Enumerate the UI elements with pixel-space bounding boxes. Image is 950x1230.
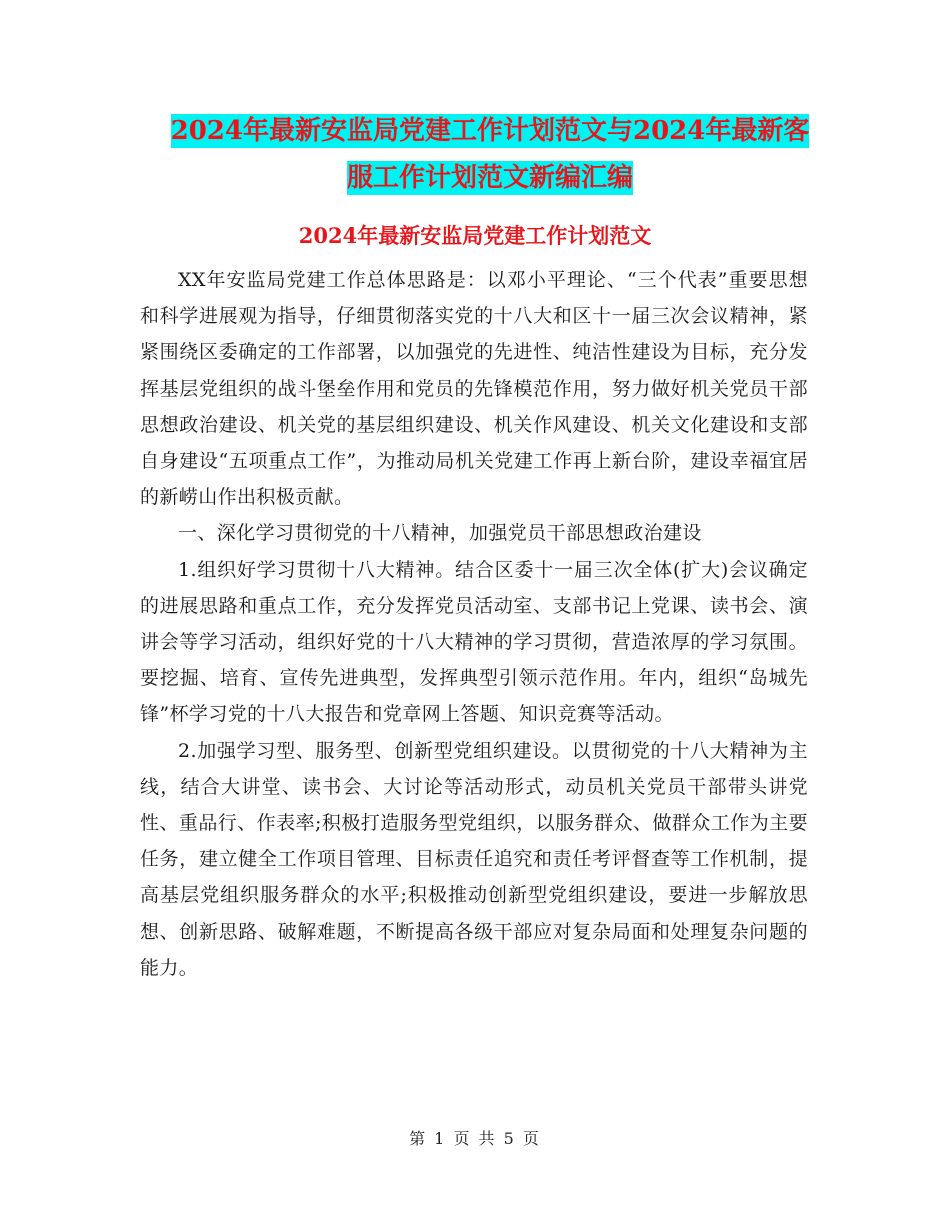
title-line-2: 服工作计划范文新编汇编: [346, 163, 633, 193]
paragraph-item-1: 1.组织好学习贯彻十八大精神。结合区委十一届三次全体(扩大)会议确定的进展思路和重点工作，充分发挥党员活动室、支部书记上党课、读书会、演讲会等学习活动，组织好党的十八大精神的学习贯彻，营造浓厚的学习氛围。要挖掘、培育、宣传先进典型，发挥典型引领示范作用。年内，组织“岛城先锋”杯学习党的十八大报告和党章网上答题、知识竞赛等活动。: [140, 558, 808, 726]
paragraph-heading-1: 一、深化学习贯彻党的十八精神，加强党员干部思想政治建设: [178, 522, 702, 545]
paragraph-intro: XX年安监局党建工作总体思路是：以邓小平理论、“三个代表”重要思想和科学进展观为指导，仔细贯彻落实党的十八大和区十一届三次会议精神，紧紧围绕区委确定的工作部署，以加强党的先进性、纯洁性建设为目标，充分发挥基层党组织的战斗堡垒作用和党员的先锋模范作用，努力做好机关党员干部思想政治建设、机关党的基层组织建设、机关作风建设、机关文化建设和支部自身建设“五项重点工作”，为推动局机关党建工作再上新台阶，建设幸福宜居的新崂山作出积极贡献。: [140, 269, 808, 509]
title-line-1: 2024年最新安监局党建工作计划范文与2024年最新客: [170, 116, 810, 146]
paragraph-item-2: 2.加强学习型、服务型、创新型党组织建设。以贯彻党的十八大精神为主线，结合大讲堂、读书会、大讨论等活动形式，动员机关党员干部带头讲党性、重品行、作表率;积极打造服务型党组织，以服务群众、做群众工作为主要任务，建立健全工作项目管理、目标责任追究和责任考评督查等工作机制，提高基层党组织服务群众的水平;积极推动创新型党组织建设，要进一步解放思想、创新思路、破解难题，不断提高各级干部应对复杂局面和处理复杂问题的能力。: [140, 739, 808, 979]
section-title: 2024年最新安监局党建工作计划范文: [298, 223, 652, 248]
document-title: [140, 108, 840, 202]
page-footer: 第 1 页 共 5 页: [409, 1129, 541, 1148]
document-body: [140, 262, 808, 986]
